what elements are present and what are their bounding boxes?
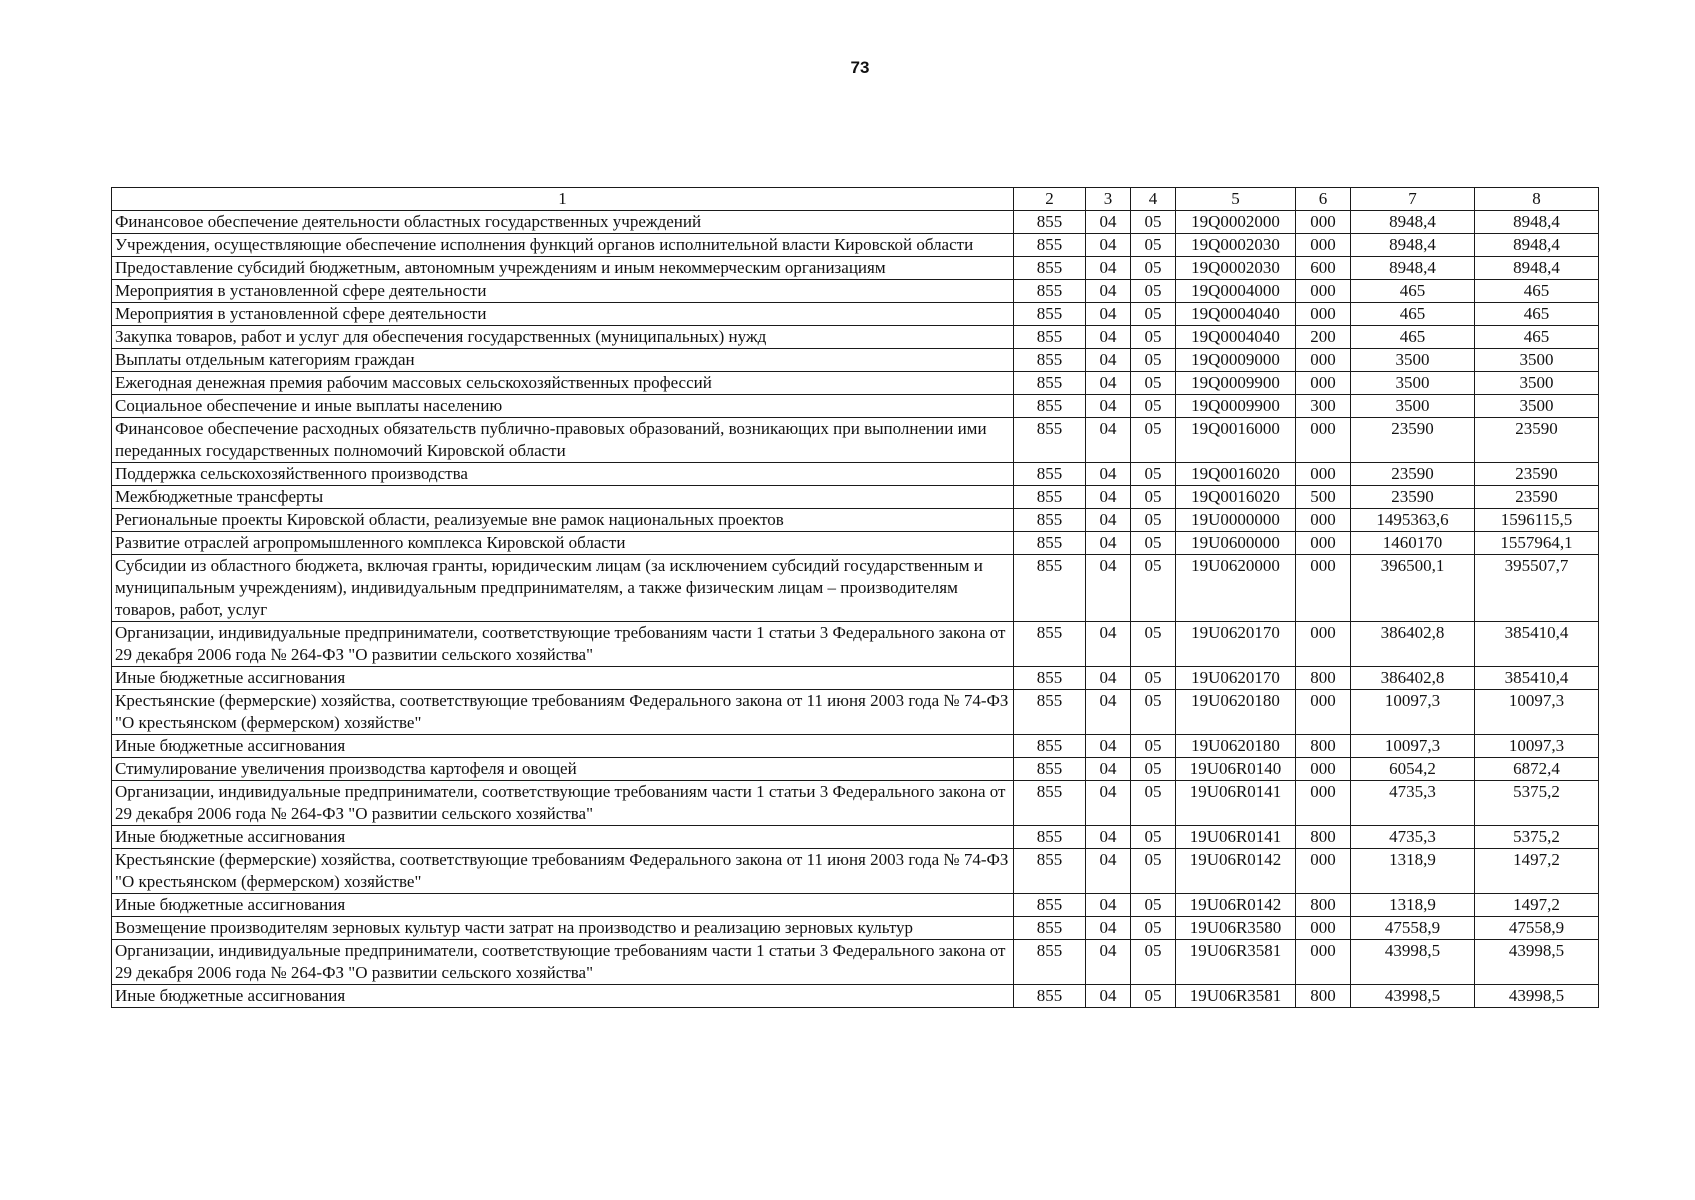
row-grbs-cell: 855 [1014,849,1086,894]
row-target-article-cell: 19U06R0140 [1176,758,1296,781]
row-subsection-cell: 05 [1131,280,1176,303]
row-section-cell: 04 [1086,555,1131,622]
row-target-article-cell: 19Q0009900 [1176,372,1296,395]
table-row [112,555,1599,622]
column-header-sum-1: 7 [1351,188,1475,211]
row-grbs-cell: 855 [1014,758,1086,781]
row-section-cell: 04 [1086,280,1131,303]
row-expense-type-cell: 000 [1296,234,1351,257]
table-row [112,509,1599,532]
row-name-cell: Иные бюджетные ассигнования [112,894,1014,917]
row-grbs-cell: 855 [1014,211,1086,234]
table-row [112,940,1599,985]
row-section-cell: 04 [1086,940,1131,985]
row-subsection-cell: 05 [1131,234,1176,257]
row-grbs-cell: 855 [1014,826,1086,849]
row-grbs-cell: 855 [1014,486,1086,509]
row-sum-2-cell: 385410,4 [1475,667,1599,690]
table-row [112,463,1599,486]
row-grbs-cell: 855 [1014,234,1086,257]
row-sum-2-cell: 1497,2 [1475,894,1599,917]
row-target-article-cell: 19U06R3580 [1176,917,1296,940]
row-subsection-cell: 05 [1131,257,1176,280]
row-target-article-cell: 19Q0016020 [1176,486,1296,509]
row-subsection-cell: 05 [1131,463,1176,486]
row-sum-1-cell: 43998,5 [1351,940,1475,985]
row-target-article-cell: 19U0620000 [1176,555,1296,622]
row-sum-2-cell: 3500 [1475,349,1599,372]
row-sum-2-cell: 3500 [1475,372,1599,395]
row-sum-2-cell: 8948,4 [1475,257,1599,280]
row-name-cell: Мероприятия в установленной сфере деятельности [112,303,1014,326]
row-sum-2-cell: 43998,5 [1475,985,1599,1008]
row-section-cell: 04 [1086,372,1131,395]
table-row [112,532,1599,555]
row-sum-1-cell: 8948,4 [1351,211,1475,234]
row-sum-2-cell: 43998,5 [1475,940,1599,985]
row-sum-2-cell: 385410,4 [1475,622,1599,667]
budget-table [111,187,1599,1008]
row-grbs-cell: 855 [1014,917,1086,940]
row-name-cell: Крестьянские (фермерские) хозяйства, соответствующие требованиям Федерального закона от 11 июня 2003 года № 74-ФЗ "О крестьянском (фермерском) хозяйстве" [112,690,1014,735]
table-row [112,758,1599,781]
row-target-article-cell: 19U0620170 [1176,667,1296,690]
row-sum-1-cell: 465 [1351,303,1475,326]
row-section-cell: 04 [1086,735,1131,758]
row-sum-2-cell: 6872,4 [1475,758,1599,781]
table-row [112,326,1599,349]
row-name-cell: Поддержка сельскохозяйственного производства [112,463,1014,486]
row-subsection-cell: 05 [1131,303,1176,326]
row-sum-1-cell: 396500,1 [1351,555,1475,622]
table-row [112,486,1599,509]
table-row [112,395,1599,418]
row-sum-2-cell: 5375,2 [1475,826,1599,849]
table-row [112,735,1599,758]
row-sum-1-cell: 3500 [1351,395,1475,418]
row-sum-1-cell: 1318,9 [1351,894,1475,917]
row-grbs-cell: 855 [1014,985,1086,1008]
column-header-expense-type: 6 [1296,188,1351,211]
row-name-cell: Развитие отраслей агропромышленного комплекса Кировской области [112,532,1014,555]
row-target-article-cell: 19U0000000 [1176,509,1296,532]
row-section-cell: 04 [1086,509,1131,532]
row-section-cell: 04 [1086,532,1131,555]
row-subsection-cell: 05 [1131,532,1176,555]
table-row [112,418,1599,463]
row-expense-type-cell: 000 [1296,555,1351,622]
row-subsection-cell: 05 [1131,372,1176,395]
row-name-cell: Выплаты отдельным категориям граждан [112,349,1014,372]
row-subsection-cell: 05 [1131,917,1176,940]
row-expense-type-cell: 300 [1296,395,1351,418]
row-sum-1-cell: 4735,3 [1351,781,1475,826]
row-target-article-cell: 19Q0016000 [1176,418,1296,463]
row-expense-type-cell: 000 [1296,303,1351,326]
table-row [112,622,1599,667]
row-grbs-cell: 855 [1014,667,1086,690]
row-sum-2-cell: 5375,2 [1475,781,1599,826]
row-sum-1-cell: 3500 [1351,349,1475,372]
row-sum-2-cell: 23590 [1475,486,1599,509]
table-row [112,234,1599,257]
row-subsection-cell: 05 [1131,985,1176,1008]
row-sum-1-cell: 386402,8 [1351,622,1475,667]
row-expense-type-cell: 000 [1296,622,1351,667]
row-section-cell: 04 [1086,894,1131,917]
row-sum-2-cell: 1557964,1 [1475,532,1599,555]
row-name-cell: Крестьянские (фермерские) хозяйства, соответствующие требованиям Федерального закона от 11 июня 2003 года № 74-ФЗ "О крестьянском (фермерском) хозяйстве" [112,849,1014,894]
row-sum-2-cell: 465 [1475,280,1599,303]
row-sum-2-cell: 1497,2 [1475,849,1599,894]
row-sum-2-cell: 8948,4 [1475,234,1599,257]
row-subsection-cell: 05 [1131,667,1176,690]
row-section-cell: 04 [1086,667,1131,690]
row-name-cell: Стимулирование увеличения производства картофеля и овощей [112,758,1014,781]
row-expense-type-cell: 000 [1296,418,1351,463]
row-target-article-cell: 19U0620180 [1176,690,1296,735]
row-name-cell: Иные бюджетные ассигнования [112,735,1014,758]
row-sum-2-cell: 465 [1475,326,1599,349]
row-section-cell: 04 [1086,418,1131,463]
row-subsection-cell: 05 [1131,735,1176,758]
row-expense-type-cell: 000 [1296,940,1351,985]
column-header-name: 1 [112,188,1014,211]
row-name-cell: Иные бюджетные ассигнования [112,985,1014,1008]
row-sum-2-cell: 465 [1475,303,1599,326]
row-expense-type-cell: 200 [1296,326,1351,349]
table-row [112,849,1599,894]
row-name-cell: Организации, индивидуальные предприниматели, соответствующие требованиям части 1 статьи 3 Федерального закона от 29 декабря 2006 года № 264-ФЗ "О развитии сельского хозяйства" [112,781,1014,826]
row-expense-type-cell: 000 [1296,463,1351,486]
header-row [112,188,1599,211]
row-grbs-cell: 855 [1014,555,1086,622]
row-target-article-cell: 19U0620170 [1176,622,1296,667]
row-target-article-cell: 19U06R3581 [1176,985,1296,1008]
row-sum-2-cell: 8948,4 [1475,211,1599,234]
row-name-cell: Мероприятия в установленной сфере деятельности [112,280,1014,303]
column-header-section: 3 [1086,188,1131,211]
row-grbs-cell: 855 [1014,894,1086,917]
row-section-cell: 04 [1086,826,1131,849]
row-sum-2-cell: 23590 [1475,418,1599,463]
table-row [112,257,1599,280]
row-sum-1-cell: 1318,9 [1351,849,1475,894]
row-target-article-cell: 19U0620180 [1176,735,1296,758]
page-number: 73 [850,58,870,77]
row-sum-2-cell: 23590 [1475,463,1599,486]
table-row [112,372,1599,395]
row-target-article-cell: 19U06R0141 [1176,781,1296,826]
row-subsection-cell: 05 [1131,894,1176,917]
row-section-cell: 04 [1086,917,1131,940]
row-sum-2-cell: 1596115,5 [1475,509,1599,532]
row-grbs-cell: 855 [1014,463,1086,486]
row-target-article-cell: 19U06R0142 [1176,849,1296,894]
row-name-cell: Финансовое обеспечение деятельности областных государственных учреждений [112,211,1014,234]
row-sum-1-cell: 3500 [1351,372,1475,395]
column-header-subsection: 4 [1131,188,1176,211]
row-section-cell: 04 [1086,781,1131,826]
row-name-cell: Закупка товаров, работ и услуг для обеспечения государственных (муниципальных) нужд [112,326,1014,349]
row-section-cell: 04 [1086,985,1131,1008]
row-expense-type-cell: 000 [1296,781,1351,826]
row-name-cell: Возмещение производителям зерновых культур части затрат на производство и реализацию зерновых культур [112,917,1014,940]
row-sum-1-cell: 465 [1351,280,1475,303]
row-expense-type-cell: 000 [1296,849,1351,894]
row-sum-1-cell: 1495363,6 [1351,509,1475,532]
table-row [112,985,1599,1008]
row-expense-type-cell: 000 [1296,758,1351,781]
row-target-article-cell: 19Q0004000 [1176,280,1296,303]
row-subsection-cell: 05 [1131,211,1176,234]
row-name-cell: Межбюджетные трансферты [112,486,1014,509]
row-subsection-cell: 05 [1131,486,1176,509]
row-name-cell: Региональные проекты Кировской области, реализуемые вне рамок национальных проектов [112,509,1014,532]
row-expense-type-cell: 800 [1296,735,1351,758]
row-grbs-cell: 855 [1014,372,1086,395]
row-sum-1-cell: 8948,4 [1351,234,1475,257]
row-expense-type-cell: 800 [1296,826,1351,849]
row-sum-1-cell: 47558,9 [1351,917,1475,940]
row-sum-1-cell: 23590 [1351,418,1475,463]
row-grbs-cell: 855 [1014,349,1086,372]
row-sum-1-cell: 23590 [1351,486,1475,509]
row-section-cell: 04 [1086,349,1131,372]
row-section-cell: 04 [1086,622,1131,667]
row-grbs-cell: 855 [1014,690,1086,735]
budget-table-container [111,187,1598,1008]
row-grbs-cell: 855 [1014,781,1086,826]
row-subsection-cell: 05 [1131,781,1176,826]
row-subsection-cell: 05 [1131,758,1176,781]
table-row [112,781,1599,826]
row-sum-2-cell: 47558,9 [1475,917,1599,940]
row-sum-2-cell: 10097,3 [1475,735,1599,758]
row-grbs-cell: 855 [1014,395,1086,418]
row-name-cell: Финансовое обеспечение расходных обязательств публично-правовых образований, возникающих при выполнении ими переданных государственных полномочий Кировской области [112,418,1014,463]
row-expense-type-cell: 500 [1296,486,1351,509]
row-expense-type-cell: 000 [1296,211,1351,234]
row-subsection-cell: 05 [1131,622,1176,667]
row-subsection-cell: 05 [1131,555,1176,622]
row-expense-type-cell: 000 [1296,690,1351,735]
row-section-cell: 04 [1086,303,1131,326]
row-subsection-cell: 05 [1131,826,1176,849]
row-subsection-cell: 05 [1131,849,1176,894]
table-row [112,690,1599,735]
row-target-article-cell: 19Q0009900 [1176,395,1296,418]
row-target-article-cell: 19Q0009000 [1176,349,1296,372]
row-expense-type-cell: 600 [1296,257,1351,280]
row-target-article-cell: 19Q0002030 [1176,234,1296,257]
row-name-cell: Предоставление субсидий бюджетным, автономным учреждениям и иным некоммерческим организациям [112,257,1014,280]
row-section-cell: 04 [1086,758,1131,781]
row-sum-1-cell: 465 [1351,326,1475,349]
row-target-article-cell: 19U06R0142 [1176,894,1296,917]
table-row [112,667,1599,690]
row-grbs-cell: 855 [1014,257,1086,280]
row-sum-1-cell: 10097,3 [1351,735,1475,758]
row-section-cell: 04 [1086,234,1131,257]
row-target-article-cell: 19Q0002030 [1176,257,1296,280]
table-row [112,917,1599,940]
row-target-article-cell: 19Q0004040 [1176,326,1296,349]
column-header-grbs: 2 [1014,188,1086,211]
row-name-cell: Иные бюджетные ассигнования [112,826,1014,849]
row-sum-1-cell: 6054,2 [1351,758,1475,781]
table-row [112,349,1599,372]
row-section-cell: 04 [1086,211,1131,234]
row-sum-1-cell: 4735,3 [1351,826,1475,849]
row-target-article-cell: 19U06R0141 [1176,826,1296,849]
row-grbs-cell: 855 [1014,735,1086,758]
row-target-article-cell: 19U0600000 [1176,532,1296,555]
row-name-cell: Ежегодная денежная премия рабочим массовых сельскохозяйственных профессий [112,372,1014,395]
row-subsection-cell: 05 [1131,395,1176,418]
row-section-cell: 04 [1086,690,1131,735]
row-subsection-cell: 05 [1131,349,1176,372]
column-header-target-article: 5 [1176,188,1296,211]
row-sum-1-cell: 8948,4 [1351,257,1475,280]
row-subsection-cell: 05 [1131,509,1176,532]
row-grbs-cell: 855 [1014,326,1086,349]
row-grbs-cell: 855 [1014,280,1086,303]
table-row [112,826,1599,849]
row-expense-type-cell: 800 [1296,985,1351,1008]
row-grbs-cell: 855 [1014,532,1086,555]
row-name-cell: Иные бюджетные ассигнования [112,667,1014,690]
row-expense-type-cell: 000 [1296,532,1351,555]
row-name-cell: Социальное обеспечение и иные выплаты населению [112,395,1014,418]
row-section-cell: 04 [1086,257,1131,280]
table-row [112,894,1599,917]
row-grbs-cell: 855 [1014,622,1086,667]
row-expense-type-cell: 800 [1296,667,1351,690]
row-grbs-cell: 855 [1014,303,1086,326]
row-target-article-cell: 19Q0016020 [1176,463,1296,486]
table-row [112,211,1599,234]
row-grbs-cell: 855 [1014,940,1086,985]
row-section-cell: 04 [1086,486,1131,509]
table-row [112,280,1599,303]
row-expense-type-cell: 000 [1296,280,1351,303]
row-expense-type-cell: 000 [1296,509,1351,532]
row-name-cell: Учреждения, осуществляющие обеспечение исполнения функций органов исполнительной власти Кировской области [112,234,1014,257]
row-sum-2-cell: 395507,7 [1475,555,1599,622]
table-body [112,211,1599,1008]
row-name-cell: Организации, индивидуальные предприниматели, соответствующие требованиям части 1 статьи 3 Федерального закона от 29 декабря 2006 года № 264-ФЗ "О развитии сельского хозяйства" [112,622,1014,667]
row-subsection-cell: 05 [1131,940,1176,985]
row-sum-1-cell: 10097,3 [1351,690,1475,735]
row-section-cell: 04 [1086,463,1131,486]
row-subsection-cell: 05 [1131,690,1176,735]
row-section-cell: 04 [1086,326,1131,349]
row-target-article-cell: 19Q0002000 [1176,211,1296,234]
row-sum-1-cell: 43998,5 [1351,985,1475,1008]
row-name-cell: Субсидии из областного бюджета, включая гранты, юридическим лицам (за исключением субсидий государственным и муниципальным учреждениям), индивидуальным предпринимателям, а также физическим лицам – производителям товаров, работ, услуг [112,555,1014,622]
row-section-cell: 04 [1086,849,1131,894]
row-name-cell: Организации, индивидуальные предприниматели, соответствующие требованиям части 1 статьи 3 Федерального закона от 29 декабря 2006 года № 264-ФЗ "О развитии сельского хозяйства" [112,940,1014,985]
column-header-sum-2: 8 [1475,188,1599,211]
row-subsection-cell: 05 [1131,326,1176,349]
row-subsection-cell: 05 [1131,418,1176,463]
row-expense-type-cell: 000 [1296,372,1351,395]
row-sum-1-cell: 23590 [1351,463,1475,486]
row-sum-1-cell: 386402,8 [1351,667,1475,690]
row-expense-type-cell: 000 [1296,349,1351,372]
row-sum-2-cell: 3500 [1475,395,1599,418]
row-target-article-cell: 19U06R3581 [1176,940,1296,985]
row-expense-type-cell: 000 [1296,917,1351,940]
row-sum-2-cell: 10097,3 [1475,690,1599,735]
row-expense-type-cell: 800 [1296,894,1351,917]
row-grbs-cell: 855 [1014,509,1086,532]
row-target-article-cell: 19Q0004040 [1176,303,1296,326]
row-sum-1-cell: 1460170 [1351,532,1475,555]
table-row [112,303,1599,326]
row-section-cell: 04 [1086,395,1131,418]
row-grbs-cell: 855 [1014,418,1086,463]
